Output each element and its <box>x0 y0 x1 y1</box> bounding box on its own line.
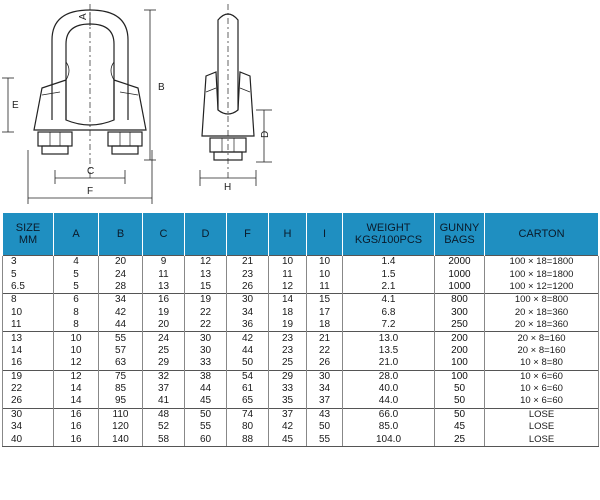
table-row <box>3 256 599 269</box>
cell-weight: 28.0 <box>343 370 435 383</box>
cell-b: 34 <box>99 294 143 307</box>
header-b <box>99 213 143 256</box>
cell-carton: 10 × 6=60 <box>485 370 599 383</box>
cell-c: 37 <box>143 383 185 395</box>
label-d: D <box>260 130 271 138</box>
cell-i: 15 <box>307 294 343 307</box>
cell-b: 120 <box>99 421 143 433</box>
cell-i: 50 <box>307 421 343 433</box>
cell-c: 41 <box>143 395 185 408</box>
cell-f: 42 <box>227 332 269 345</box>
cell-carton: 20 × 8=160 <box>485 345 599 357</box>
cell-b: 57 <box>99 345 143 357</box>
cell-c: 20 <box>143 319 185 332</box>
cell-weight: 44.0 <box>343 395 435 408</box>
cell-weight: 21.0 <box>343 357 435 370</box>
header-h-line1: H <box>283 228 292 240</box>
wire-rope-clip-drawing <box>0 0 600 205</box>
cell-i: 22 <box>307 345 343 357</box>
cell-gunny-bags: 1000 <box>435 281 485 294</box>
cell-a: 6 <box>54 294 99 307</box>
cell-size: 10 <box>3 307 54 319</box>
cell-i: 43 <box>307 408 343 421</box>
cell-carton: LOSE <box>485 421 599 433</box>
cell-i: 10 <box>307 256 343 269</box>
cell-d: 30 <box>185 332 227 345</box>
cell-d: 22 <box>185 319 227 332</box>
cell-gunny-bags: 200 <box>435 345 485 357</box>
header-weight-line2: KGS/100PCS <box>354 234 423 246</box>
cell-weight: 4.1 <box>343 294 435 307</box>
table-row <box>3 281 599 294</box>
cell-b: 110 <box>99 408 143 421</box>
cell-a: 8 <box>54 319 99 332</box>
cell-d: 12 <box>185 256 227 269</box>
cell-b: 95 <box>99 395 143 408</box>
cell-f: 23 <box>227 268 269 280</box>
cell-carton: 10 × 8=80 <box>485 357 599 370</box>
cell-gunny-bags: 45 <box>435 421 485 433</box>
cell-b: 140 <box>99 433 143 446</box>
cell-weight: 1.4 <box>343 256 435 269</box>
table-row <box>3 294 599 307</box>
header-size-line2: MM <box>18 234 38 246</box>
header-b-line1: B <box>116 228 125 240</box>
table-row <box>3 408 599 421</box>
cell-c: 11 <box>143 268 185 280</box>
cell-weight: 66.0 <box>343 408 435 421</box>
cell-f: 34 <box>227 307 269 319</box>
table-row <box>3 395 599 408</box>
cell-c: 52 <box>143 421 185 433</box>
cell-f: 21 <box>227 256 269 269</box>
cell-h: 35 <box>269 395 307 408</box>
header-a-line1: A <box>72 228 80 240</box>
table-row <box>3 268 599 280</box>
cell-a: 16 <box>54 421 99 433</box>
cell-c: 32 <box>143 370 185 383</box>
cell-size: 19 <box>3 370 54 383</box>
cell-d: 38 <box>185 370 227 383</box>
cell-a: 14 <box>54 383 99 395</box>
cell-a: 8 <box>54 307 99 319</box>
cell-weight: 85.0 <box>343 421 435 433</box>
table-row <box>3 433 599 446</box>
cell-h: 33 <box>269 383 307 395</box>
cell-f: 44 <box>227 345 269 357</box>
cell-d: 44 <box>185 383 227 395</box>
cell-i: 18 <box>307 319 343 332</box>
cell-b: 42 <box>99 307 143 319</box>
table-body <box>3 256 599 447</box>
cell-f: 26 <box>227 281 269 294</box>
label-b: B <box>158 82 165 93</box>
cell-i: 21 <box>307 332 343 345</box>
header-carton <box>485 213 599 256</box>
header-gunny-bags-line2: BAGS <box>444 234 475 246</box>
left-nut <box>38 132 72 146</box>
cell-carton: 100 × 8=800 <box>485 294 599 307</box>
cell-f: 88 <box>227 433 269 446</box>
header-a <box>54 213 99 256</box>
cell-d: 50 <box>185 408 227 421</box>
table-row <box>3 370 599 383</box>
cell-carton: 20 × 18=360 <box>485 307 599 319</box>
cell-h: 18 <box>269 307 307 319</box>
cell-c: 29 <box>143 357 185 370</box>
cell-carton: 100 × 12=1200 <box>485 281 599 294</box>
cell-size: 30 <box>3 408 54 421</box>
label-f: F <box>87 186 94 197</box>
label-a: A <box>78 13 89 20</box>
dimension-table <box>2 213 599 447</box>
cell-c: 24 <box>143 332 185 345</box>
cell-b: 85 <box>99 383 143 395</box>
cell-weight: 1.5 <box>343 268 435 280</box>
cell-f: 30 <box>227 294 269 307</box>
cell-gunny-bags: 50 <box>435 395 485 408</box>
cell-a: 12 <box>54 370 99 383</box>
cell-b: 28 <box>99 281 143 294</box>
header-d-line1: D <box>201 228 210 240</box>
cell-a: 14 <box>54 395 99 408</box>
cell-a: 5 <box>54 268 99 280</box>
cell-d: 13 <box>185 268 227 280</box>
header-size <box>3 213 54 256</box>
cell-b: 55 <box>99 332 143 345</box>
cell-h: 29 <box>269 370 307 383</box>
cell-c: 25 <box>143 345 185 357</box>
cell-a: 10 <box>54 332 99 345</box>
cell-gunny-bags: 100 <box>435 370 485 383</box>
table-header-row <box>3 213 599 256</box>
cell-c: 9 <box>143 256 185 269</box>
cell-b: 63 <box>99 357 143 370</box>
cell-i: 30 <box>307 370 343 383</box>
cell-i: 55 <box>307 433 343 446</box>
header-size-line1: SIZE <box>15 222 41 234</box>
header-i-line1: I <box>322 228 327 240</box>
cell-gunny-bags: 800 <box>435 294 485 307</box>
cell-i: 17 <box>307 307 343 319</box>
cell-h: 23 <box>269 332 307 345</box>
cell-h: 42 <box>269 421 307 433</box>
cell-carton: 20 × 18=360 <box>485 319 599 332</box>
cell-gunny-bags: 100 <box>435 357 485 370</box>
cell-f: 54 <box>227 370 269 383</box>
cell-f: 61 <box>227 383 269 395</box>
cell-carton: 10 × 6=60 <box>485 395 599 408</box>
cell-carton: 100 × 18=1800 <box>485 268 599 280</box>
table-row <box>3 345 599 357</box>
label-h: H <box>224 182 232 193</box>
cell-h: 10 <box>269 256 307 269</box>
header-d <box>185 213 227 256</box>
cell-gunny-bags: 50 <box>435 383 485 395</box>
cell-carton: LOSE <box>485 408 599 421</box>
cell-size: 6.5 <box>3 281 54 294</box>
cell-a: 16 <box>54 433 99 446</box>
cell-b: 20 <box>99 256 143 269</box>
label-c: C <box>87 166 95 177</box>
cell-d: 60 <box>185 433 227 446</box>
cell-weight: 2.1 <box>343 281 435 294</box>
cell-gunny-bags: 25 <box>435 433 485 446</box>
cell-gunny-bags: 250 <box>435 319 485 332</box>
cell-f: 74 <box>227 408 269 421</box>
cell-a: 5 <box>54 281 99 294</box>
cell-carton: 100 × 18=1800 <box>485 256 599 269</box>
cell-gunny-bags: 200 <box>435 332 485 345</box>
cell-i: 37 <box>307 395 343 408</box>
cell-f: 36 <box>227 319 269 332</box>
cell-weight: 40.0 <box>343 383 435 395</box>
cell-d: 45 <box>185 395 227 408</box>
header-gunny-bags-line1: GUNNY <box>439 222 480 234</box>
cell-h: 37 <box>269 408 307 421</box>
header-f-line1: F <box>244 228 251 240</box>
cell-h: 14 <box>269 294 307 307</box>
cell-gunny-bags: 1000 <box>435 268 485 280</box>
cell-d: 22 <box>185 307 227 319</box>
cell-weight: 13.5 <box>343 345 435 357</box>
cell-f: 80 <box>227 421 269 433</box>
cell-size: 13 <box>3 332 54 345</box>
cell-i: 10 <box>307 268 343 280</box>
label-e: E <box>12 100 19 111</box>
cell-b: 24 <box>99 268 143 280</box>
table-row <box>3 307 599 319</box>
cell-h: 45 <box>269 433 307 446</box>
cell-size: 14 <box>3 345 54 357</box>
cell-f: 65 <box>227 395 269 408</box>
header-c <box>143 213 185 256</box>
cell-i: 34 <box>307 383 343 395</box>
cell-d: 33 <box>185 357 227 370</box>
cell-gunny-bags: 300 <box>435 307 485 319</box>
cell-h: 12 <box>269 281 307 294</box>
cell-gunny-bags: 50 <box>435 408 485 421</box>
cell-carton: LOSE <box>485 433 599 446</box>
cell-gunny-bags: 2000 <box>435 256 485 269</box>
cell-d: 55 <box>185 421 227 433</box>
right-nut <box>108 132 142 146</box>
header-f <box>227 213 269 256</box>
cell-h: 23 <box>269 345 307 357</box>
header-i <box>307 213 343 256</box>
table-row <box>3 332 599 345</box>
table-row <box>3 383 599 395</box>
cell-b: 75 <box>99 370 143 383</box>
cell-weight: 7.2 <box>343 319 435 332</box>
header-weight-line1: WEIGHT <box>366 222 411 234</box>
cell-size: 16 <box>3 357 54 370</box>
cell-b: 44 <box>99 319 143 332</box>
cell-size: 3 <box>3 256 54 269</box>
header-c-line1: C <box>159 228 168 240</box>
header-h <box>269 213 307 256</box>
cell-h: 11 <box>269 268 307 280</box>
cell-a: 10 <box>54 345 99 357</box>
cell-weight: 6.8 <box>343 307 435 319</box>
table-row <box>3 319 599 332</box>
table-row <box>3 357 599 370</box>
cell-size: 40 <box>3 433 54 446</box>
cell-a: 4 <box>54 256 99 269</box>
cell-size: 8 <box>3 294 54 307</box>
table-row <box>3 421 599 433</box>
cell-a: 16 <box>54 408 99 421</box>
cell-c: 48 <box>143 408 185 421</box>
cell-carton: 20 × 8=160 <box>485 332 599 345</box>
cell-d: 15 <box>185 281 227 294</box>
cell-c: 16 <box>143 294 185 307</box>
cell-a: 12 <box>54 357 99 370</box>
cell-h: 19 <box>269 319 307 332</box>
cell-carton: 10 × 6=60 <box>485 383 599 395</box>
header-gunny-bags <box>435 213 485 256</box>
cell-weight: 104.0 <box>343 433 435 446</box>
cell-c: 19 <box>143 307 185 319</box>
cell-d: 30 <box>185 345 227 357</box>
cell-size: 22 <box>3 383 54 395</box>
cell-i: 11 <box>307 281 343 294</box>
cell-h: 25 <box>269 357 307 370</box>
cell-size: 5 <box>3 268 54 280</box>
cell-f: 50 <box>227 357 269 370</box>
cell-size: 26 <box>3 395 54 408</box>
cell-weight: 13.0 <box>343 332 435 345</box>
cell-i: 26 <box>307 357 343 370</box>
cell-size: 34 <box>3 421 54 433</box>
cell-size: 11 <box>3 319 54 332</box>
header-weight <box>343 213 435 256</box>
header-carton-line1: CARTON <box>518 228 565 240</box>
cell-c: 13 <box>143 281 185 294</box>
cell-d: 19 <box>185 294 227 307</box>
cell-c: 58 <box>143 433 185 446</box>
